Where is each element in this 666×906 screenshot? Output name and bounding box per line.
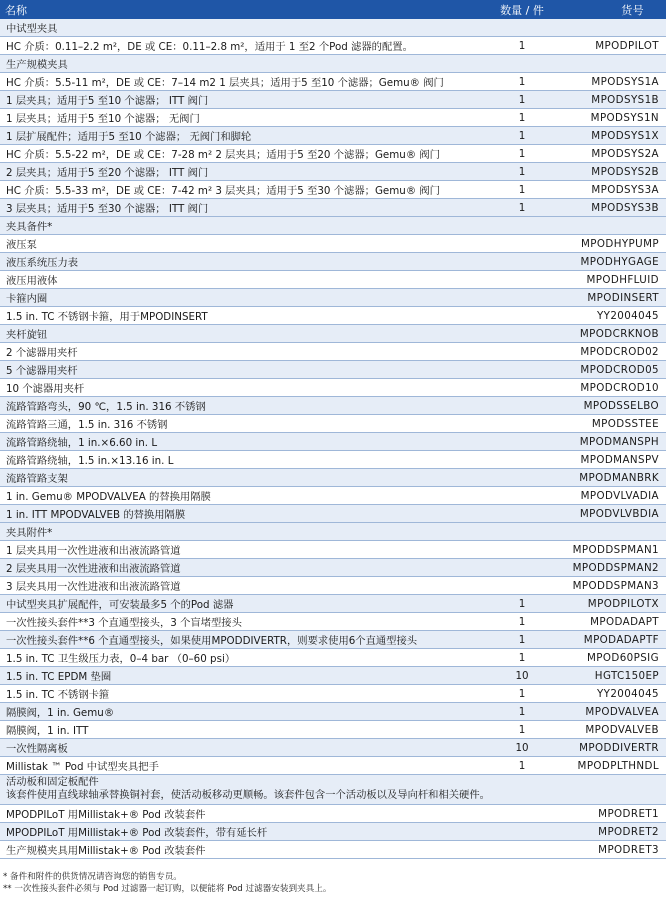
item-qty: 1 [518,93,526,106]
table-row [0,667,666,685]
item-name: HC 介质：5.5-22 m²，DE 或 CE：7-28 m² 2 层夹具；适用于5 至20 个滤器；Gemu® 阀门 [6,149,440,161]
section-header-row [0,775,666,805]
item-code: MPODMANBRK [579,471,659,484]
item-code: MPODDSPMAN3 [572,579,659,592]
table-row [0,559,666,577]
header-qty: 数量 / 件 [500,3,544,17]
item-code: MPODHYPUMP [581,237,659,250]
table-row [0,613,666,631]
item-name: 液压泵 [6,239,37,251]
item-name: 夹杆旋钮 [6,329,48,341]
item-code: MPODCROD02 [580,345,659,358]
item-code: MPODHFLUID [586,273,659,286]
table-row [0,451,666,469]
item-name: 1.5 in. TC EPDM 垫圈 [6,671,112,683]
item-code: MPODRET1 [598,807,659,820]
table-row [0,289,666,307]
section-header-row [0,19,666,37]
table-row [0,487,666,505]
item-code: MPODCROD10 [580,381,659,394]
item-code: MPODSSELBO [583,399,659,412]
table-row [0,343,666,361]
table-row [0,109,666,127]
table-row [0,271,666,289]
item-name: 生产规模夹具用Millistak+® Pod 改装套件 [6,845,206,857]
item-name: 流路管路绕轴，1.5 in.×13.16 in. L [6,455,174,467]
table-row [0,469,666,487]
item-name: 卡箍内圈 [6,293,48,305]
item-name: 一次性接头套件**6 个直通型接头，如果使用MPODDIVERTR，则要求使用6个直通型接头 [6,635,418,647]
table-row [0,415,666,433]
item-name: HC 介质：5.5-11 m²，DE 或 CE：7–14 m2 1 层夹具；适用于5 至10 个滤器；Gemu® 阀门 [6,77,444,89]
item-code: MPODPILOT [595,39,659,52]
item-name: 1.5 in. TC 卫生级压力表，0–4 bar （0–60 psi） [6,653,236,665]
item-qty: 1 [518,597,526,610]
item-qty: 1 [518,651,526,664]
item-name: 2 层夹具用一次性进液和出液流路管道 [6,563,181,575]
item-name: 1 层扩展配件；适用于5 至10 个滤器； 无阀门和脚轮 [6,131,252,143]
item-code: MPODSYS1A [591,75,659,88]
item-qty: 1 [518,39,526,52]
item-name: 流路管路三通，1.5 in. 316 不锈钢 [6,419,168,431]
table-row [0,595,666,613]
item-code: MPODVALVEB [585,723,659,736]
item-name: 2 层夹具；适用于5 至20 个滤器； ITT 阀门 [6,167,209,179]
item-qty: 1 [518,201,526,214]
item-name: 流路管路支架 [6,473,68,485]
item-qty: 1 [518,687,526,700]
item-qty: 1 [518,705,526,718]
table-row [0,253,666,271]
section-title: 生产规模夹具 [6,59,68,71]
table-row [0,721,666,739]
item-name: HC 介质：5.5-33 m²，DE 或 CE：7-42 m² 3 层夹具；适用于5 至30 个滤器；Gemu® 阀门 [6,185,440,197]
table-row [0,199,666,217]
table-row [0,757,666,775]
item-code: MPODSYS3B [591,201,659,214]
item-name: 1 in. Gemu® MPODVALVEA 的替换用隔膜 [6,491,211,503]
item-name: 3 层夹具用一次性进液和出液流路管道 [6,581,181,593]
table-row [0,379,666,397]
table-header [0,0,666,19]
item-name: 1.5 in. TC 不锈钢卡箍，用于MPODINSERT [6,311,208,323]
item-qty: 1 [518,165,526,178]
item-name: 流路管路绕轴，1 in.×6.60 in. L [6,437,158,449]
table-row [0,325,666,343]
item-qty: 1 [518,75,526,88]
table-row [0,73,666,91]
table-row [0,361,666,379]
item-code: MPODADAPT [590,615,659,628]
table-row [0,127,666,145]
item-name: 液压用液体 [6,275,58,287]
item-code: MPODSYS1N [590,111,659,124]
item-qty: 1 [518,147,526,160]
section-description: 该套件使用直线球轴承替换铜衬套，使活动板移动更顺畅。该套件包含一个活动板以及导向杆和相关硬件。 [6,789,490,801]
item-code: MPODHYGAGE [580,255,659,268]
item-name: 10 个滤器用夹杆 [6,383,85,395]
item-name: 3 层夹具；适用于5 至30 个滤器； ITT 阀门 [6,203,209,215]
item-name: 5 个滤器用夹杆 [6,365,78,377]
table-row [0,235,666,253]
table-row [0,685,666,703]
item-name: 液压系统压力表 [6,257,79,269]
item-qty: 1 [518,183,526,196]
item-name: 一次性隔离板 [6,743,68,755]
section-header-row [0,55,666,73]
table-row [0,805,666,823]
table-row [0,163,666,181]
section-title: 夹具备件* [6,221,53,233]
item-qty: 1 [518,633,526,646]
item-code: MPODRET2 [598,825,659,838]
item-code: MPODSYS2A [591,147,659,160]
item-qty: 1 [518,759,526,772]
item-name: 一次性接头套件**3 个直通型接头，3 个盲堵型接头 [6,617,242,629]
item-code: MPODDIVERTR [579,741,659,754]
table-row [0,397,666,415]
item-code: MPODSYS1X [591,129,659,142]
footnotes [0,871,666,895]
item-code: MPODDSPMAN1 [572,543,659,556]
item-name: Millistak ™ Pod 中试型夹具把手 [6,761,159,773]
item-name: HC 介质：0.11–2.2 m²，DE 或 CE：0.11–2.8 m²，适用于 1 至2 个Pod 滤器的配置。 [6,41,413,53]
section-title: 中试型夹具 [6,23,58,35]
item-name: MPODPILoT 用Millistak+® Pod 改装套件，带有延长杆 [6,827,268,839]
table-row [0,823,666,841]
item-name: 1 层夹具；适用于5 至10 个滤器； ITT 阀门 [6,95,209,107]
section-header-row [0,217,666,235]
table-row [0,631,666,649]
item-code: MPODMANSPH [579,435,659,448]
item-code: MPOD60PSIG [587,651,659,664]
item-name: MPODPILoT 用Millistak+® Pod 改装套件 [6,809,206,821]
item-code: MPODMANSPV [580,453,659,466]
table-row [0,577,666,595]
item-name: 隔膜阀，1 in. Gemu® [6,707,115,719]
table-row [0,841,666,859]
table-row [0,307,666,325]
table-row [0,91,666,109]
item-code: MPODSYS2B [591,165,659,178]
item-qty: 1 [518,111,526,124]
table-row [0,703,666,721]
item-code: MPODINSERT [587,291,659,304]
table-body [0,19,666,859]
item-code: MPODADAPTF [583,633,659,646]
section-title: 活动板和固定板配件 [6,776,99,788]
item-code: MPODVLVADIA [580,489,659,502]
table-row [0,505,666,523]
item-name: 隔膜阀，1 in. ITT [6,725,89,737]
item-name: 1 in. ITT MPODVALVEB 的替换用隔膜 [6,509,186,521]
item-code: HGTC150EP [594,669,659,682]
table-row [0,739,666,757]
item-name: 1 层夹具用一次性进液和出液流路管道 [6,545,181,557]
item-code: MPODPILOTX [587,597,659,610]
item-code: MPODDSPMAN2 [572,561,659,574]
section-header-row [0,523,666,541]
item-code: MPODVLVBDIA [579,507,659,520]
table-row [0,433,666,451]
item-code: MPODPLTHNDL [577,759,659,772]
header-name: 名称 [5,3,27,17]
item-name: 流路管路弯头，90 ℃，1.5 in. 316 不锈钢 [6,401,206,413]
table-row [0,649,666,667]
footnote-2: ** 一次性接头套件必须与 Pod 过滤器一起订购，以便能将 Pod 过滤器安装到夹具上。 [3,884,332,894]
item-code: MPODVALVEA [585,705,659,718]
item-code: YY2004045 [596,309,659,322]
item-code: MPODSYS1B [591,93,659,106]
item-code: MPODSYS3A [591,183,659,196]
item-code: YY2004045 [596,687,659,700]
item-qty: 1 [518,723,526,736]
item-qty: 10 [515,669,529,682]
item-name: 2 个滤器用夹杆 [6,347,78,359]
item-qty: 1 [518,615,526,628]
table-row [0,181,666,199]
header-code: 货号 [621,3,644,17]
item-name: 1 层夹具；适用于5 至10 个滤器； 无阀门 [6,113,200,125]
table-row [0,145,666,163]
item-code: MPODRET3 [598,843,659,856]
item-qty: 1 [518,129,526,142]
table-row [0,541,666,559]
item-code: MPODCRKNOB [579,327,659,340]
item-name: 1.5 in. TC 不锈钢卡箍 [6,689,110,701]
item-code: MPODSSTEE [591,417,659,430]
table-row [0,37,666,55]
item-qty: 10 [515,741,529,754]
section-title: 夹具附件* [6,527,53,539]
footnote-1: * 备件和附件的供货情况请咨询您的销售专员。 [3,872,182,882]
item-code: MPODCROD05 [580,363,659,376]
item-name: 中试型夹具扩展配件，可安装最多5 个的Pod 滤器 [6,599,234,611]
